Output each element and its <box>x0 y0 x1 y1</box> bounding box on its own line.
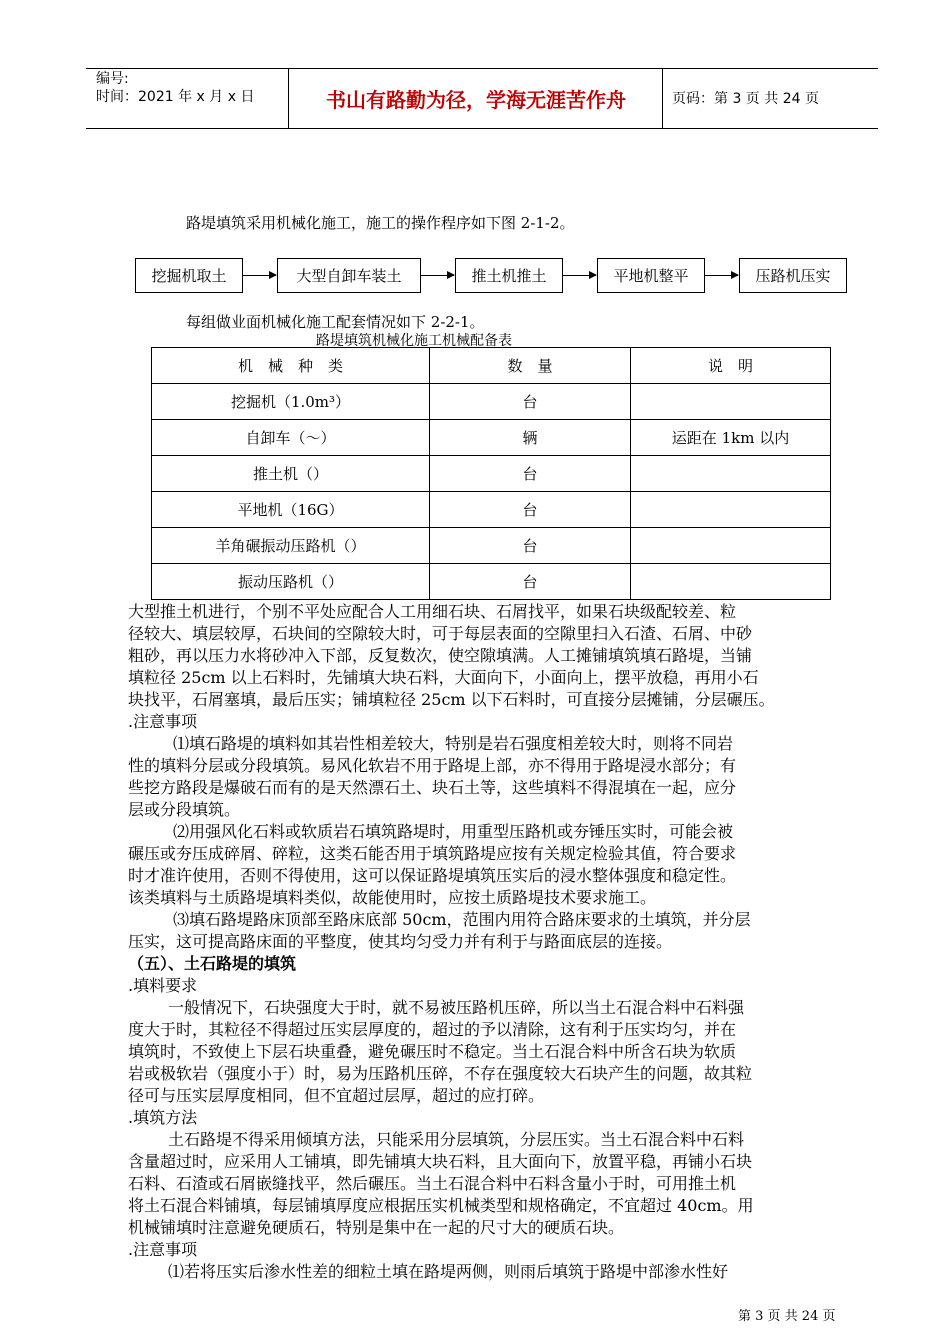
paragraph-line: 粗砂，再以压力水将砂冲入下部，反复数次，使空隙填满。人工摊铺填筑填石路堤，当铺 <box>128 646 753 665</box>
paragraph-line: 些挖方路段是爆破石而有的是天然漂石土、块石土等，这些填料不得混填在一起，应分 <box>128 778 737 797</box>
flow-arrow <box>705 275 738 276</box>
paragraph-line: 性的填料分层或分段填筑。易风化软岩不用于路堤上部，亦不得用于路堤浸水部分；有 <box>128 756 737 775</box>
intro-text: 路堤填筑采用机械化施工，施工的操作程序如下图 2-1-2。 <box>186 214 575 232</box>
table-cell: 推土机（） <box>152 456 430 492</box>
table-row <box>152 456 831 492</box>
table-caption: 路堤填筑机械化施工机械配备表 <box>316 333 512 349</box>
table-row <box>152 492 831 528</box>
table-cell <box>631 564 831 600</box>
paragraph-line: 压实，这可提高路床面的平整度，使其均匀受力并有利于与路面底层的连接。 <box>128 932 673 951</box>
paragraph-line: 块找平，石屑塞填，最后压实；铺填粒径 25cm 以下石料时，可直接分层摊铺，分层碾压。 <box>128 690 775 709</box>
table-cell <box>631 528 831 564</box>
table-cell: 平地机（16G） <box>152 492 430 528</box>
table-cell: 羊角碾振动压路机（） <box>152 528 430 564</box>
table-cell <box>631 492 831 528</box>
subheading: .注意事项 <box>128 712 198 731</box>
flow-arrow <box>243 275 276 276</box>
paragraph-line: ⑵用强风化石料或软质岩石填筑路堤时，用重型压路机或夯锤压实时，可能会被 <box>173 822 734 841</box>
paragraph-line: 径较大、填层较厚，石块间的空隙较大时，可于每层表面的空隙里扫入石渣、石屑、中砂 <box>128 624 753 643</box>
paragraph-line: 含量超过时，应采用人工铺填，即先铺填大块石料，且大面向下，放置平稳，再铺小石块 <box>128 1152 753 1171</box>
flow-arrow <box>563 275 596 276</box>
table-cell: 台 <box>430 528 631 564</box>
paragraph-line: ⑶填石路堤路床顶部至路床底部 50cm，范围内用符合路床要求的土填筑，并分层 <box>173 910 751 929</box>
table-cell: 运距在 1km 以内 <box>631 420 831 456</box>
table-cell: 台 <box>430 492 631 528</box>
doc-time-label: 时间：2021 年 x 月 x 日 <box>96 89 255 105</box>
subheading: .填筑方法 <box>128 1108 198 1127</box>
flow-step: 平地机整平 <box>597 258 705 293</box>
paragraph-line: 机械铺填时注意避免硬质石，特别是集中在一起的尺寸大的硬质石块。 <box>128 1218 625 1237</box>
section-heading: （五）、土石路堤的填筑 <box>128 954 297 973</box>
flow-arrow <box>421 275 454 276</box>
paragraph-line: ⑴填石路堤的填料如其岩性相差较大，特别是岩石强度相差较大时，则将不同岩 <box>173 734 734 753</box>
table-header-cell: 机 械 种 类 <box>152 348 430 384</box>
header-motto: 书山有路勤为径，学海无涯苦作舟 <box>326 87 626 112</box>
subheading: .填料要求 <box>128 976 198 995</box>
equipment-table <box>151 347 831 600</box>
table-row <box>152 384 831 420</box>
flow-step: 大型自卸车装土 <box>277 258 421 293</box>
table-cell: 挖掘机（1.0m³） <box>152 384 430 420</box>
flow-step: 挖掘机取土 <box>135 258 243 293</box>
paragraph-line: 碾压或夯压成碎屑、碎粒，这类石能否用于填筑路堤应按有关规定检验其值，符合要求 <box>128 844 737 863</box>
paragraph-line: 土石路堤不得采用倾填方法，只能采用分层填筑，分层压实。当土石混合料中石料 <box>168 1130 745 1149</box>
paragraph-line: 填粒径 25cm 以上石料时，先铺填大块石料，大面向下，小面向上，摆平放稳，再用小石 <box>128 668 759 687</box>
body-text <box>128 601 858 1283</box>
table-row <box>152 564 831 600</box>
paragraph-line: ⑴若将压实后渗水性差的细粒土填在路堤两侧，则雨后填筑于路堤中部渗水性好 <box>168 1262 729 1281</box>
table-row <box>152 420 831 456</box>
header-bottom-rule <box>86 128 878 129</box>
paragraph-line: 一般情况下，石块强度大于时，就不易被压路机压碎，所以当土石混合料中石料强 <box>168 998 745 1017</box>
doc-number-label: 编号: <box>96 71 129 87</box>
subheading: .注意事项 <box>128 1240 198 1259</box>
paragraph-line: 石料、石渣或石屑嵌缝找平，然后碾压。当土石混合料中石料含量小于时，可用推土机 <box>128 1174 737 1193</box>
table-intro-text: 每组做业面机械化施工配套情况如下 2-2-1。 <box>186 313 485 331</box>
flow-step: 压路机压实 <box>739 258 847 293</box>
table-cell: 台 <box>430 384 631 420</box>
table-header-row <box>152 348 831 384</box>
paragraph-line: 度大于时，其粒径不得超过压实层厚度的，超过的予以清除，这有利于压实均匀，并在 <box>128 1020 737 1039</box>
table-header-cell: 说 明 <box>631 348 831 384</box>
table-cell: 台 <box>430 456 631 492</box>
paragraph-line: 将土石混合料铺填，每层铺填厚度应根据压实机械类型和规格确定，不宜超过 40cm。用 <box>128 1196 754 1215</box>
flow-step: 推土机推土 <box>455 258 563 293</box>
paragraph-line: 岩或极软岩（强度小于）时，易为压路机压碎，不存在强度较大石块产生的问题，故其粒 <box>128 1064 753 1083</box>
header-divider <box>662 68 663 128</box>
header-divider <box>288 68 289 128</box>
table-cell: 振动压路机（） <box>152 564 430 600</box>
table-row <box>152 528 831 564</box>
table-cell <box>631 456 831 492</box>
header-page-info: 页码：第 3 页 共 24 页 <box>672 91 819 107</box>
paragraph-line: 填筑时，不致使上下层石块重叠，避免碾压时不稳定。当土石混合料中所含石块为软质 <box>128 1042 737 1061</box>
paragraph-line: 层或分段填筑。 <box>128 800 241 819</box>
table-header-cell: 数 量 <box>430 348 631 384</box>
paragraph-line: 径可与压实层厚度相同，但不宜超过层厚，超过的应打碎。 <box>128 1086 545 1105</box>
table-cell: 辆 <box>430 420 631 456</box>
paragraph-line: 大型推土机进行，个别不平处应配合人工用细石块、石屑找平，如果石块级配较差、粒 <box>128 602 737 621</box>
table-cell: 台 <box>430 564 631 600</box>
paragraph-line: 该类填料与土质路堤填料类似，故能使用时，应按土质路堤技术要求施工。 <box>128 888 657 907</box>
paragraph-line: 时才准许使用，否则不得使用，这可以保证路堤填筑压实后的浸水整体强度和稳定性。 <box>128 866 737 885</box>
header-meta <box>96 70 254 106</box>
footer-page-number: 第 3 页 共 24 页 <box>738 1309 836 1324</box>
table-cell: 自卸车（～） <box>152 420 430 456</box>
table-cell <box>631 384 831 420</box>
